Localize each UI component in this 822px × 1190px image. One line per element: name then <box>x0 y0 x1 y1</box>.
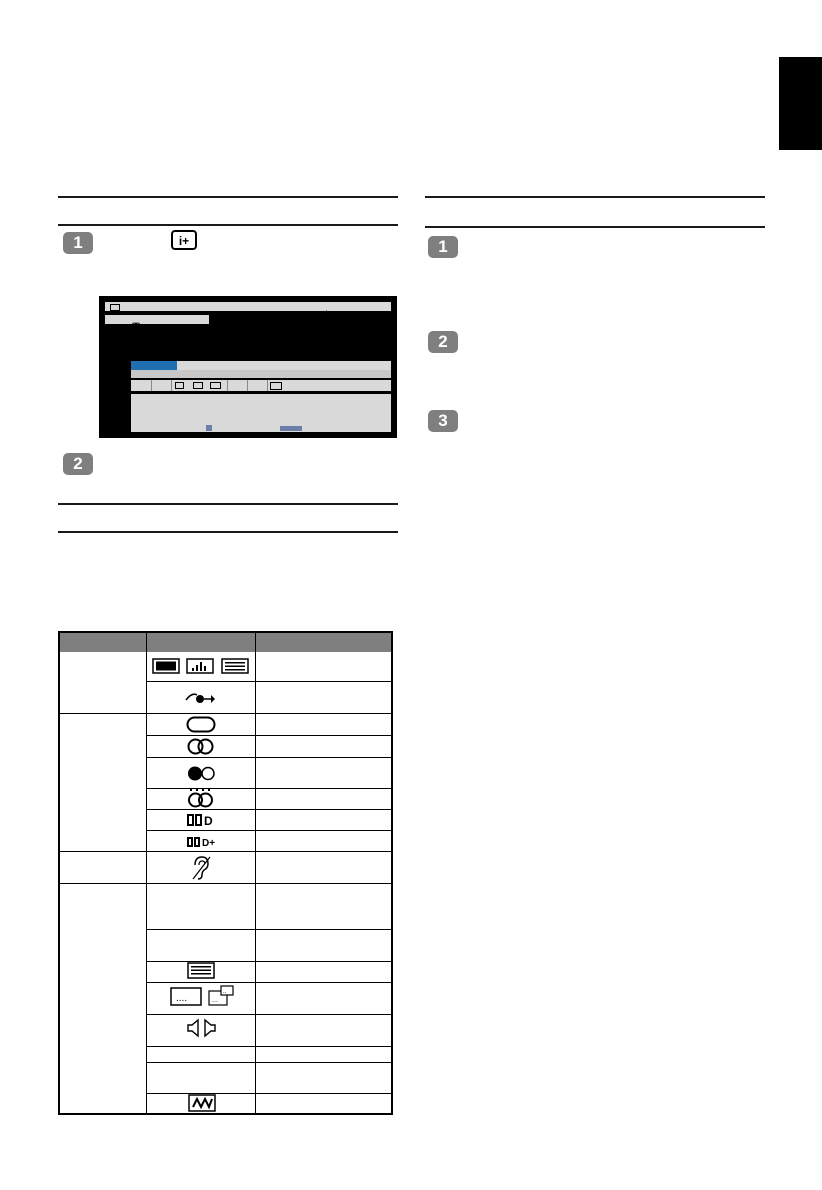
divider <box>171 380 172 391</box>
divider <box>227 380 228 391</box>
row-divider <box>146 809 391 810</box>
row-divider <box>146 1062 391 1063</box>
divider <box>247 380 248 391</box>
step-badge-2: 2 <box>63 453 93 475</box>
divider <box>151 380 152 391</box>
row-divider <box>146 735 391 736</box>
group-divider <box>60 883 391 884</box>
step-badge-3: 3 <box>428 410 458 432</box>
svg-text:D: D <box>204 814 213 827</box>
svg-text:i+: i+ <box>178 234 190 248</box>
mono-icon <box>186 716 216 738</box>
programme-bar-2 <box>131 370 391 378</box>
teletext-icon <box>187 962 215 984</box>
programme-bar <box>177 361 391 370</box>
table-header <box>60 633 391 652</box>
exit-button[interactable] <box>280 426 302 431</box>
row-divider <box>146 830 391 831</box>
group-divider <box>60 713 391 714</box>
row-divider <box>146 681 391 682</box>
row-divider <box>146 929 391 930</box>
section-tab <box>779 57 822 150</box>
icon-strip <box>131 380 391 391</box>
section-rule <box>58 196 398 198</box>
step-badge-2: 2 <box>428 331 458 353</box>
channel-bar <box>105 302 391 311</box>
divider <box>267 380 268 391</box>
dolby-digital-icon <box>187 813 217 832</box>
multichannel-icon <box>186 788 216 813</box>
dolby-digital-plus-icon <box>187 835 219 853</box>
icon-table <box>58 631 393 1115</box>
signal-icon <box>321 303 327 321</box>
subtitle-icon <box>193 382 203 389</box>
description-panel <box>131 394 391 432</box>
svg-text:...: ... <box>212 997 218 1004</box>
audio-description-icon <box>210 382 221 389</box>
step-badge-1: 1 <box>63 232 93 254</box>
stereo-icon <box>186 738 216 760</box>
screen-format-icon <box>175 382 184 389</box>
hearing-impaired-icon <box>190 855 212 886</box>
signal-flow-icon <box>184 689 216 712</box>
tv-info-screen <box>99 296 397 438</box>
subtitle-icons <box>170 985 234 1012</box>
row-divider <box>146 961 391 962</box>
row-divider <box>146 788 391 789</box>
row-divider <box>146 1093 391 1094</box>
row-divider <box>146 757 391 758</box>
mheg-icon <box>188 1094 216 1117</box>
svg-text:..: .. <box>223 989 227 995</box>
dual-mono-icon <box>186 765 216 787</box>
row-divider <box>146 1014 391 1015</box>
scroll-button[interactable] <box>206 425 212 431</box>
picture-format-icons <box>152 658 250 679</box>
section-rule <box>58 503 398 505</box>
stereo-mini-icon <box>131 316 141 334</box>
screen-format-icon <box>110 304 120 311</box>
section-rule <box>58 531 398 533</box>
row-divider <box>146 982 391 983</box>
selected-programme-bar <box>131 361 177 370</box>
svg-text:....: .... <box>176 993 188 1004</box>
section-rule <box>58 224 398 226</box>
group-divider <box>60 851 391 852</box>
column-divider <box>255 633 256 1113</box>
row-divider <box>146 1046 391 1047</box>
step-badge-1: 1 <box>428 236 458 258</box>
audio-description-icon <box>187 1018 217 1043</box>
audio-bar <box>105 315 209 324</box>
section-rule <box>425 196 765 198</box>
section-rule <box>425 226 765 228</box>
svg-text:D+: D+ <box>202 838 216 848</box>
mheg-icon <box>270 382 282 390</box>
info-plus-icon <box>171 230 197 255</box>
column-divider <box>146 633 147 1113</box>
